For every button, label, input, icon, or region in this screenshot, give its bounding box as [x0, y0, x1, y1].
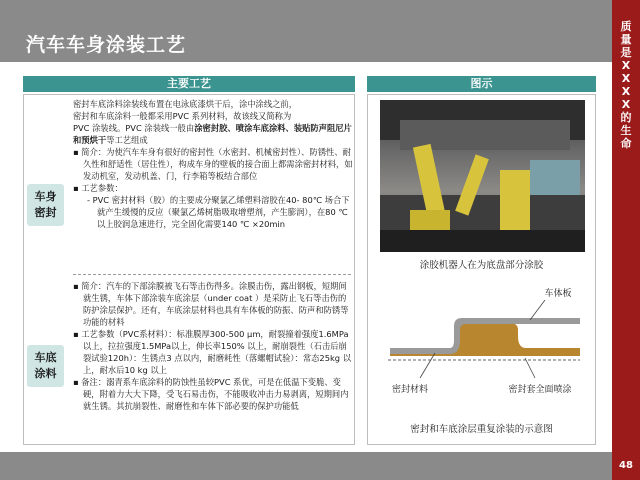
side-char: 量: [620, 33, 632, 46]
label-line: 涂料: [34, 367, 57, 380]
underbody-section: [73, 280, 353, 412]
side-char: 的: [620, 111, 632, 124]
intro-text: PVC 涂装线。PVC 涂装线一般由: [73, 123, 195, 133]
bullet-item: ▪ 工艺参数（PVC系材料）：标准膜厚300-500 μm，耐裂撞着强度1.6MPa以上，拉拉强度1.5MPa以上，伸长率150% 以上，耐崩裂性（石击后崩裂试验120h）：生锈点3 点以内，耐磨耗性（落螺帽试验）：常态25kg 以上，耐水后10 kg 以上: [73, 329, 351, 375]
leader-sealant-line: [420, 353, 435, 378]
intro-text: 等工艺组成: [106, 135, 148, 145]
bullet-item: ▪ 备注：溺青系车底涂料的防蚀性虽较PVC 系优，可是在低温下变脆、变硬，附着力大大下降，受飞石易击伤，不能吸收冲击力易剥离，短期间内就生锈。其抗崩裂性、耐磨性和车体下部必要的保护功能低: [73, 377, 349, 411]
side-char: 生: [620, 124, 632, 137]
sealing-diagram: [380, 278, 590, 418]
side-char: 质: [620, 20, 632, 33]
intro-line: [73, 122, 353, 146]
side-char: X: [621, 98, 631, 111]
robot-photo: [380, 100, 585, 252]
side-char: X: [621, 72, 631, 85]
bullet-item: ▪ 工艺参数：: [73, 183, 123, 193]
diagram-caption: 密封和车底涂层重复涂装的示意图: [410, 424, 553, 435]
sub-bullet-item: - PVC 密封材料（胶）的主要成分聚氯乙烯塑料溶胶在40- 80℃ 场合下就产生缓慢的反应（聚氯乙烯树脂吸取增塑剂，产生膨润），在80 ℃ 以上胶润急速进行，完全固化需要140 ℃ ×20min: [87, 195, 350, 229]
label-underbody: [27, 345, 64, 387]
bullet-item: ▪ 简介：汽车的下部涂膜被飞石等击伤得多。涂膜击伤，露出钢板，短期间就生锈，车体下部涂装车底涂层（under coat ）是采防止飞石等击伤的防护涂层保护。还有，车底涂层材料也具有车体板的防振、防声和防锈等功能的材料: [73, 281, 349, 327]
label-line: 密封: [34, 206, 57, 219]
leader-body-line: [530, 300, 545, 320]
side-char: 命: [620, 137, 632, 150]
side-char: X: [621, 85, 631, 98]
leader-spray-line: [525, 358, 535, 378]
robot-photo-illustration: [380, 100, 585, 252]
left-panel-title: 主要工艺: [23, 76, 355, 92]
intro-line: 密封车底涂料涂装线布置在电泳底漆烘干后，涂中涂线之前，: [73, 99, 298, 109]
label-line: 车底: [34, 351, 57, 364]
side-slogan: [612, 20, 640, 150]
bullet-item: ▪ 简介：为使汽车车身有很好的密封性（水密封、机械密封性）、防锈性、耐久性和舒适性（居住性），构成车身的壁板的接合面上都需涂密封材料，如发动机室，发动机盖、门，行李箱等板结合部位: [73, 147, 353, 181]
intro-line: 密封和车底涂料一般都采用PVC 系列材料，故该线又简称为: [73, 111, 292, 121]
page-number: 48: [619, 460, 633, 471]
side-band: [612, 0, 640, 480]
section-divider: [73, 274, 351, 275]
photo-caption: 涂胶机器人在为底盘部分涂胶: [419, 260, 544, 271]
label-line: 车身: [34, 190, 57, 203]
page-title: 汽车车身涂装工艺: [26, 34, 187, 56]
intro-bold-text: 涂密封胶、喷涂车底涂料、装贴防声阻尼片和预烘干: [73, 123, 352, 145]
label-body-panel: 车体板: [544, 289, 572, 299]
label-sealant: 密封材料: [391, 385, 429, 395]
side-char: 是: [620, 46, 632, 59]
footer-bar: [0, 452, 612, 480]
sealing-section: [73, 98, 353, 230]
side-char: X: [621, 59, 631, 72]
right-panel-title: 图示: [367, 76, 596, 92]
label-sealing: [27, 184, 64, 226]
label-spray: 密封套全面喷涂: [508, 385, 572, 395]
